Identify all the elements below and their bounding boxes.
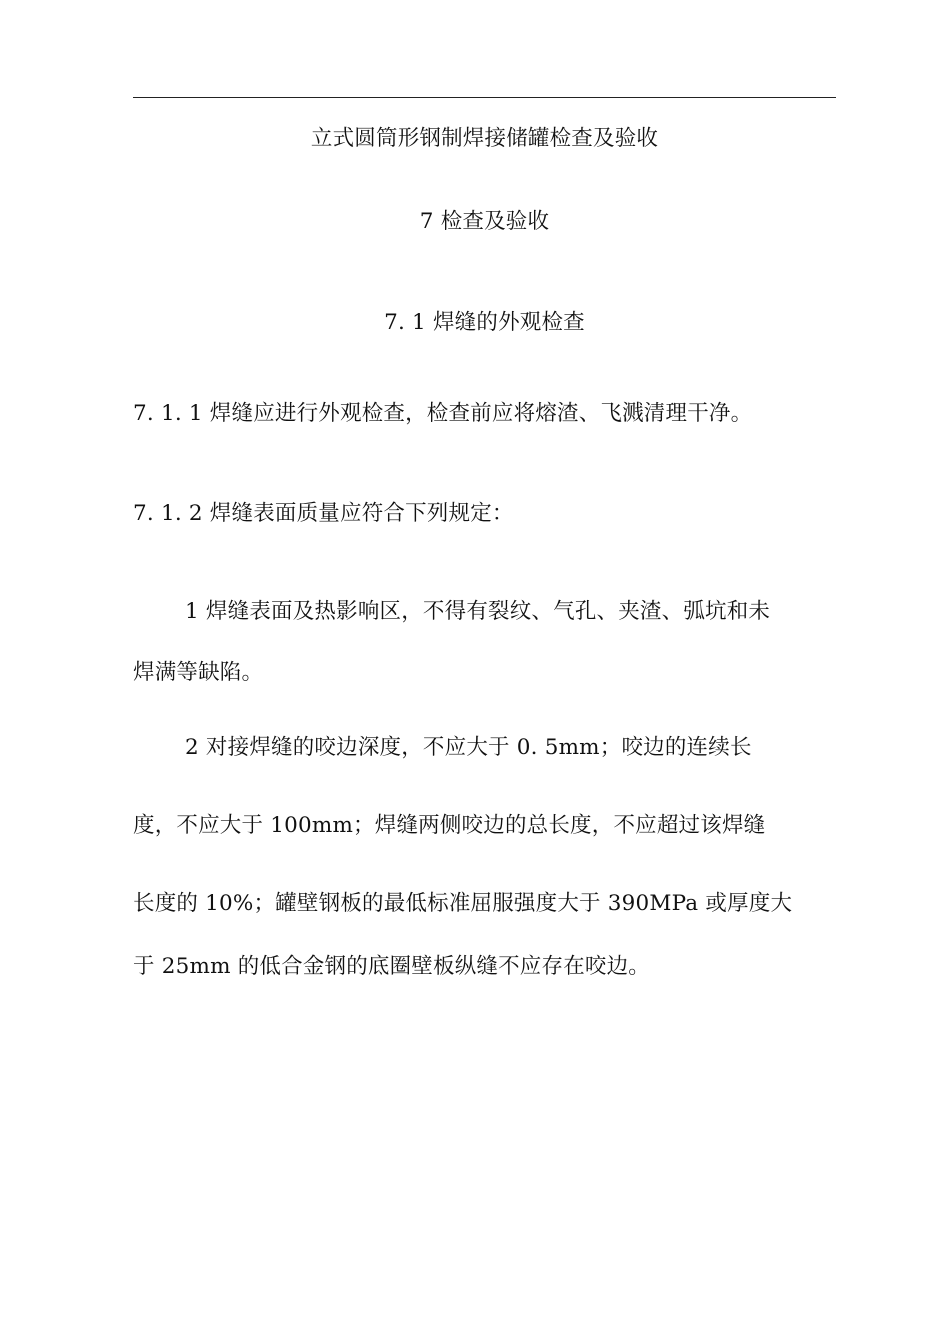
item-1-line-1: 1 焊缝表面及热影响区，不得有裂纹、气孔、夹渣、弧坑和未 — [185, 599, 771, 624]
running-header: 立式圆筒形钢制焊接储罐检查及验收 — [310, 126, 659, 151]
item-2-line-2: 度，不应大于 100mm；焊缝两侧咬边的总长度，不应超过该焊缝 — [133, 813, 766, 838]
item-2-line-1: 2 对接焊缝的咬边深度，不应大于 0. 5mm；咬边的连续长 — [185, 735, 752, 760]
chapter-title: 7 检查及验收 — [419, 209, 550, 234]
header-rule — [133, 97, 836, 98]
item-2-line-3: 长度的 10%；罐壁钢板的最低标准屈服强度大于 390MPa 或厚度大 — [133, 891, 793, 916]
clause-7-1-2: 7. 1. 2 焊缝表面质量应符合下列规定： — [133, 501, 514, 526]
clause-7-1-1: 7. 1. 1 焊缝应进行外观检查，检查前应将熔渣、飞溅清理干净。 — [133, 401, 753, 426]
section-title: 7. 1 焊缝的外观检查 — [384, 310, 585, 335]
item-1-line-2: 焊满等缺陷。 — [133, 660, 264, 685]
item-2-line-4: 于 25mm 的低合金钢的底圈壁板纵缝不应存在咬边。 — [133, 954, 651, 979]
